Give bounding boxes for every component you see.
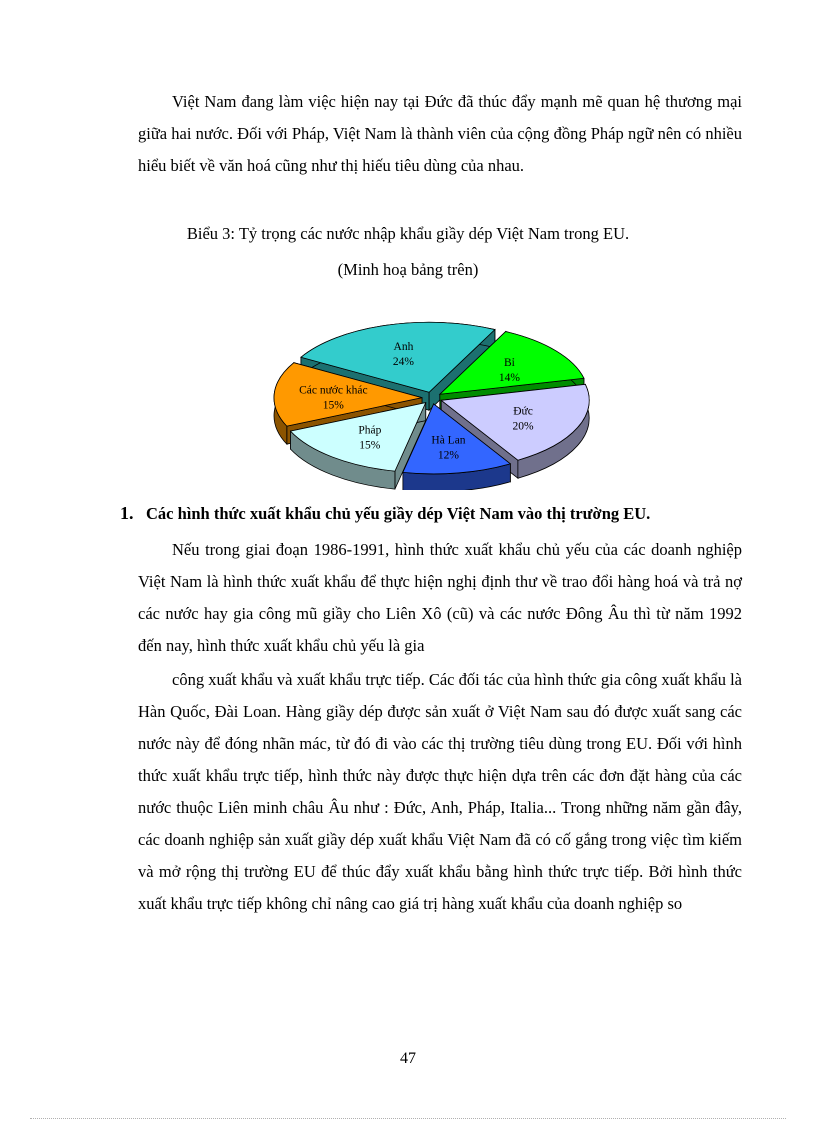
slice-label-1: Bỉ (503, 357, 515, 370)
body-paragraph-1: Nếu trong giai đoạn 1986-1991, hình thức xuất khẩu chủ yếu của các doanh nghiệp Việt Nam là hình thức xuất khẩu để thực hiện nghị định thư về trao đổi hàng hoá và trả nợ các nước hay gia công mũ giầy cho Liên Xô (cũ) và các nước Đông Âu thì từ năm 1992 đến nay, hình thức xuất khẩu chủ yếu là gia (138, 540, 742, 655)
slice-value-0: 24% (392, 356, 414, 369)
intro-paragraph: Việt Nam đang làm việc hiện nay tại Đức đã thúc đẩy mạnh mẽ quan hệ thương mại giữa hai nước. Đối với Pháp, Việt Nam là thành viên của cộng đồng Pháp ngữ nên có nhiều hiểu biết về văn hoá cũng như thị hiếu tiêu dùng của nhau. (138, 92, 742, 175)
slice-value-5: 15% (322, 399, 344, 412)
slice-label-0: Anh (393, 341, 414, 354)
figure-title: Biểu 3: Tỷ trọng các nước nhập khẩu giầy dép Việt Nam trong EU. (186, 224, 630, 243)
slice-value-4: 15% (359, 439, 381, 452)
slice-label-5: Các nước khác (299, 384, 368, 397)
slice-value-2: 20% (512, 420, 534, 433)
section-title: Các hình thức xuất khẩu chủ yếu giầy dép Việt Nam vào thị trường EU. (146, 504, 651, 523)
slice-label-3: Hà Lan (431, 434, 466, 447)
slice-label-4: Pháp (358, 424, 382, 437)
slice-value-1: 14% (498, 372, 520, 385)
pie-chart (262, 320, 602, 490)
slice-label-2: Đức (513, 405, 533, 418)
footer-divider (30, 1118, 786, 1119)
section-number: 1. (120, 503, 134, 523)
figure-subtitle: (Minh hoạ bảng trên) (337, 260, 479, 279)
body-paragraph-2: công xuất khẩu và xuất khẩu trực tiếp. Các đối tác của hình thức gia công xuất khẩu là Hàn Quốc, Đài Loan. Hàng giầy dép được sản xuất ở Việt Nam sau đó được xuất sang các nước này để đóng nhãn mác, từ đó đi vào các thị trường tiêu dùng trong EU. Đối với hình thức xuất khẩu trực tiếp, hình thức này được thực hiện dựa trên các đơn đặt hàng của các nước thuộc Liên minh châu Âu như : Đức, Anh, Pháp, Italia... Trong những năm gần đây, các doanh nghiệp sản xuất giầy dép xuất khẩu Việt Nam đã có cố gắng trong việc tìm kiếm và mở rộng thị trường EU để thúc đẩy xuất khẩu bằng hình thức trực tiếp. Bởi hình thức xuất khẩu trực tiếp không chỉ nâng cao giá trị hàng xuất khẩu của doanh nghiệp so (138, 670, 742, 913)
section-heading (120, 500, 760, 527)
page-number: 47 (400, 1050, 416, 1067)
slice-value-3: 12% (437, 449, 460, 462)
